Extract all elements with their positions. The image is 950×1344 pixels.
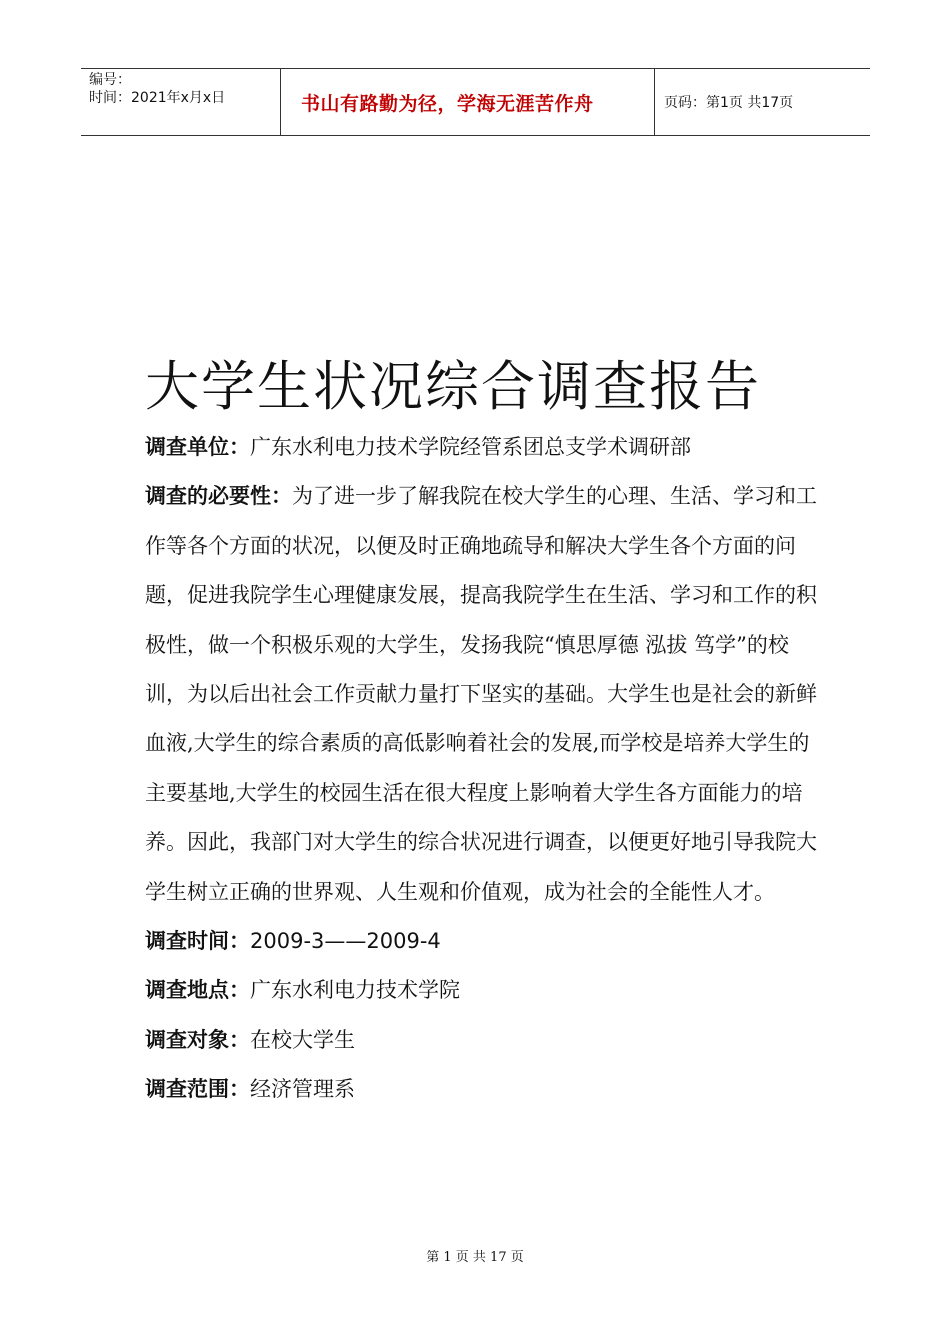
header-motto-cell	[281, 69, 655, 135]
survey-time-paragraph	[145, 917, 825, 966]
survey-target-value: 在校大学生	[250, 1027, 355, 1052]
survey-time-label: 调查时间：	[145, 929, 250, 954]
header-number-label: 编号：	[89, 72, 131, 88]
survey-unit-paragraph	[145, 423, 825, 472]
header-page-info: 页码：第1页 共17页	[664, 95, 794, 111]
survey-place-paragraph	[145, 966, 825, 1015]
survey-time-value: 2009-3——2009-4	[250, 929, 441, 954]
survey-place-value: 广东水利电力技术学院	[250, 978, 460, 1003]
header-motto: 书山有路勤为径，学海无涯苦作舟	[301, 92, 594, 115]
header-meta-cell	[81, 69, 281, 135]
survey-necessity-paragraph	[145, 472, 825, 917]
survey-scope-paragraph	[145, 1065, 825, 1114]
document-body	[145, 423, 825, 1115]
survey-scope-value: 经济管理系	[250, 1077, 355, 1102]
survey-target-paragraph	[145, 1016, 825, 1065]
document-title: 大学生状况综合调查报告	[145, 355, 761, 418]
page-footer: 第 1 页 共 17 页	[426, 1250, 524, 1265]
survey-scope-label: 调查范围：	[145, 1077, 250, 1102]
survey-unit-label: 调查单位：	[145, 435, 250, 459]
survey-place-label: 调查地点：	[145, 978, 250, 1003]
survey-target-label: 调查对象：	[145, 1027, 250, 1052]
survey-necessity-label: 调查的必要性：	[145, 484, 292, 509]
header-page-cell	[655, 69, 870, 135]
survey-unit-value: 广东水利电力技术学院经管系团总支学术调研部	[250, 435, 691, 459]
header-time-label: 时间：2021年x月x日	[89, 90, 226, 106]
header-table	[81, 68, 870, 136]
survey-necessity-value: 为了进一步了解我院在校大学生的心理、生活、学习和工作等各个方面的状况，以便及时正确地疏导和解决大学生各个方面的问题，促进我院学生心理健康发展，提高我院学生在生活、学习和工作的积极性，做一个积极乐观的大学生，发扬我院“慎思厚德 泓拔 笃学”的校训，为以后出社会工作贡献力量打下坚实的基础。大学生也是社会的新鲜血液,大学生的综合素质的高低影响着社会的发展,而学校是培养大学生的主要基地,大学生的校园生活在很大程度上影响着大学生各方面能力的培养。因此，我部门对大学生的综合状况进行调查，以便更好地引导我院大学生树立正确的世界观、人生观和价值观，成为社会的全能性人才。	[145, 484, 817, 904]
